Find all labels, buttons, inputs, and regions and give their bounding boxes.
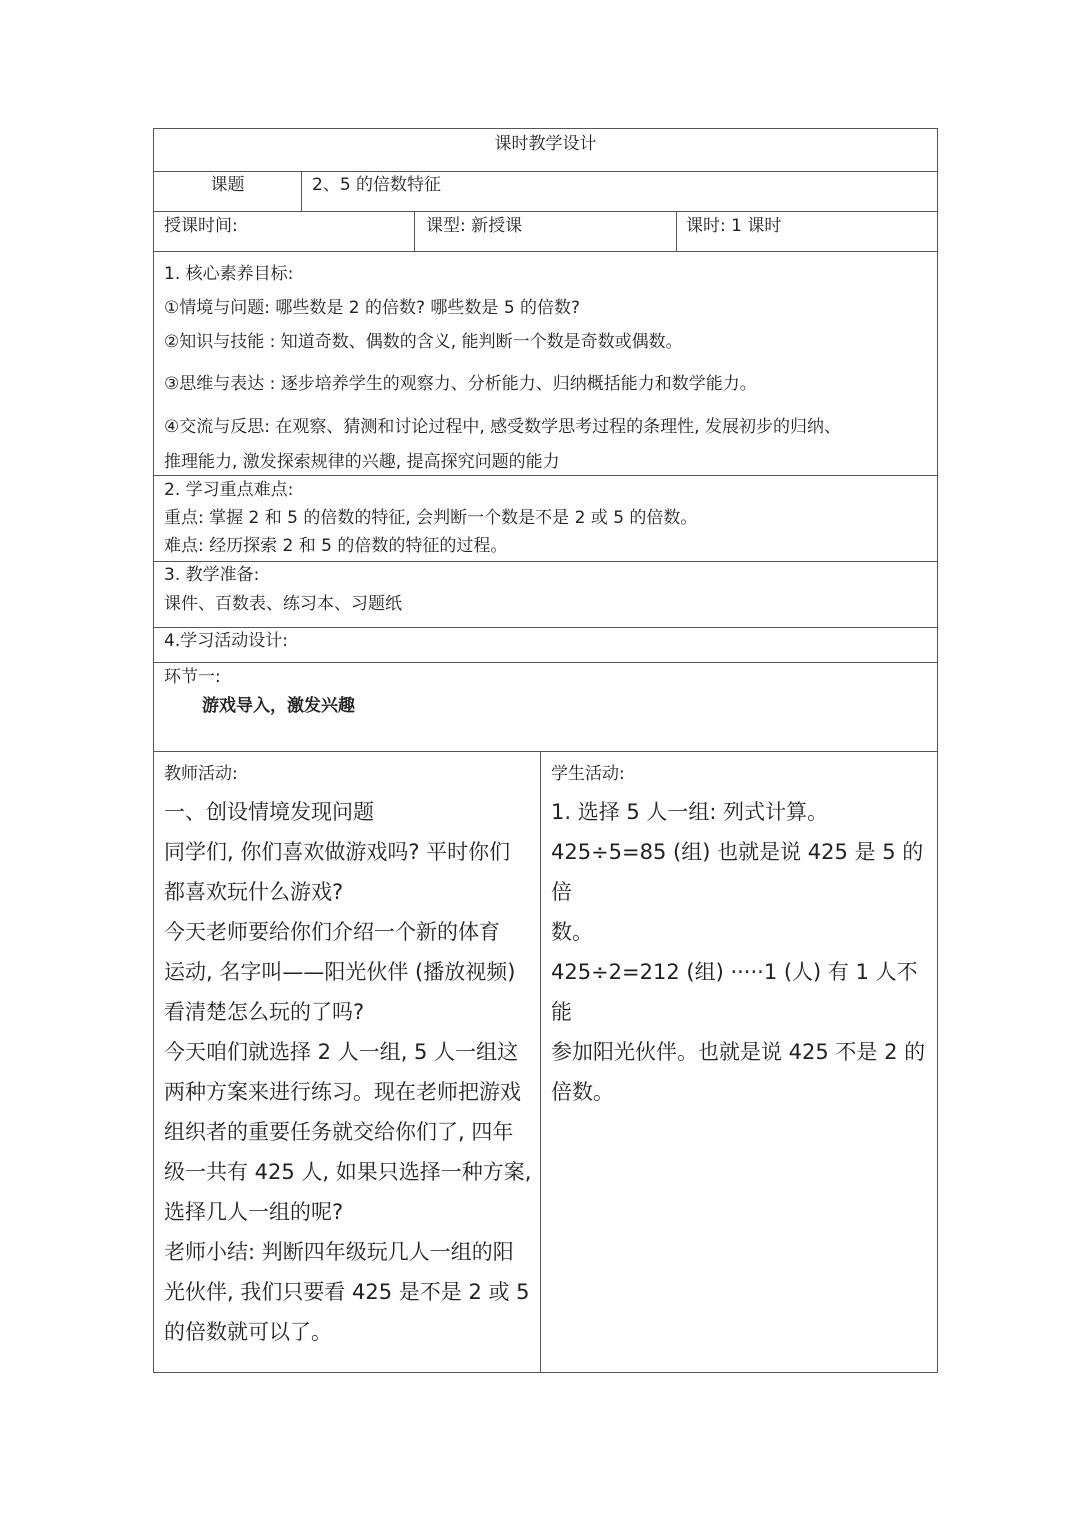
student-activity-text [551, 792, 933, 1112]
goal-item: ④交流与反思: 在观察、猜测和讨论过程中, 感受数学思考过程的条理性, 发展初步的归纳、 [164, 417, 841, 437]
teacher-line: 同学们, 你们喜欢做游戏吗? 平时你们 [164, 840, 511, 864]
teacher-line: 级一共有 425 人, 如果只选择一种方案, [164, 1160, 532, 1184]
row-divider [154, 251, 937, 252]
lesson-type: 课型: 新授课 [426, 216, 523, 236]
teacher-line: 都喜欢玩什么游戏? [164, 880, 344, 904]
column-divider [414, 211, 415, 251]
student-line: 倍数。 [551, 1080, 614, 1104]
teacher-line: 老师小结: 判断四年级玩几人一组的阳 [164, 1240, 514, 1264]
stage-label: 环节一: [164, 667, 221, 687]
topic-label: 课题 [210, 175, 245, 195]
row-divider [154, 662, 937, 663]
row-divider [154, 171, 937, 172]
teacher-line: 看清楚怎么玩的了吗? [164, 1000, 365, 1024]
teacher-line: 的倍数就可以了。 [164, 1320, 332, 1344]
teacher-activity-text [164, 792, 536, 1352]
lesson-hours: 课时: 1 课时 [686, 216, 782, 236]
row-divider [154, 561, 937, 562]
row-divider [154, 475, 937, 476]
row-divider [154, 627, 937, 628]
row-divider [154, 211, 937, 212]
goals-heading: 1. 核心素养目标: [164, 264, 294, 284]
activity-design-heading: 4.学习活动设计: [164, 631, 288, 651]
key-points-heading: 2. 学习重点难点: [164, 480, 294, 500]
teacher-line: 组织者的重要任务就交给你们了, 四年 [164, 1120, 514, 1144]
teacher-line: 选择几人一组的呢? [164, 1200, 344, 1224]
preparation-heading: 3. 教学准备: [164, 565, 260, 585]
column-divider [540, 751, 541, 1373]
stage-title: 游戏导入，激发兴趣 [202, 696, 355, 716]
column-divider [676, 211, 677, 251]
row-divider [154, 751, 937, 752]
topic-value: 2、5 的倍数特征 [312, 175, 442, 195]
student-line: 425÷2=212 (组) ·····1 (人) 有 1 人不能 [551, 960, 918, 1024]
student-line: 参加阳光伙伴。也就是说 425 不是 2 的 [551, 1040, 926, 1064]
preparation-items: 课件、百数表、练习本、习题纸 [164, 594, 402, 614]
student-activity-label: 学生活动: [551, 764, 625, 784]
teacher-line: 一、创设情境发现问题 [164, 800, 374, 824]
page-title: 课时教学设计 [494, 134, 597, 154]
teacher-line: 今天老师要给你们介绍一个新的体育 [164, 920, 500, 944]
time-label: 授课时间: [164, 216, 238, 236]
goal-item: ①情境与问题: 哪些数是 2 的倍数? 哪些数是 5 的倍数? [164, 298, 581, 318]
goal-item: ③思维与表达 : 逐步培养学生的观察力、分析能力、归纳概括能力和数学能力。 [164, 374, 757, 394]
lesson-plan-table [153, 128, 938, 1373]
key-point-difficulty: 难点: 经历探索 2 和 5 的倍数的特征的过程。 [164, 536, 508, 556]
student-line: 数。 [551, 920, 593, 944]
column-divider [301, 171, 302, 211]
teacher-activity-label: 教师活动: [164, 764, 238, 784]
goal-item: ②知识与技能 : 知道奇数、偶数的含义, 能判断一个数是奇数或偶数。 [164, 332, 683, 352]
student-line: 1. 选择 5 人一组: 列式计算。 [551, 800, 829, 824]
teacher-line: 今天咱们就选择 2 人一组, 5 人一组这 [164, 1040, 519, 1064]
teacher-line: 两种方案来进行练习。现在老师把游戏 [164, 1080, 521, 1104]
teacher-line: 运动, 名字叫——阳光伙伴 (播放视频) [164, 960, 516, 984]
teacher-line: 光伙伴, 我们只要看 425 是不是 2 或 5 [164, 1280, 530, 1304]
goal-item: 推理能力, 激发探索规律的兴趣, 提高探究问题的能力 [164, 452, 560, 472]
student-line: 425÷5=85 (组) 也就是说 425 是 5 的倍 [551, 840, 924, 904]
key-point-focus: 重点: 掌握 2 和 5 的倍数的特征, 会判断一个数是不是 2 或 5 的倍数。 [164, 508, 698, 528]
